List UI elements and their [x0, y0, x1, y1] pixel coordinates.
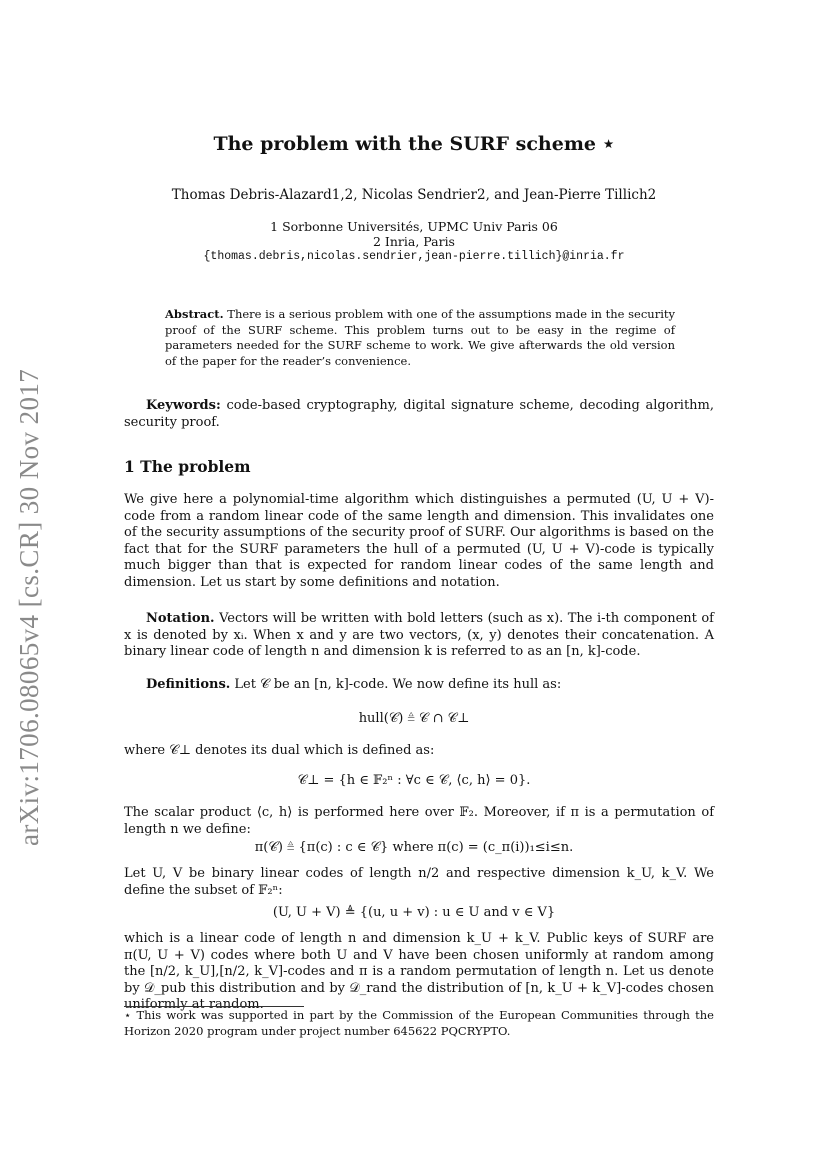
affiliation-1: 1 Sorbonne Universités, UPMC Univ Paris 06	[270, 219, 558, 234]
author-emails: {thomas.debris,nicolas.sendrier,jean-pierre.tillich}@inria.fr	[203, 250, 625, 263]
notation-paragraph	[124, 611, 714, 661]
dual-intro: where 𝒞⊥ denotes its dual which is defined as:	[124, 743, 435, 758]
arxiv-sidebar-stamp: arXiv:1706.08065v4 [cs.CR] 30 Nov 2017	[14, 368, 44, 846]
intro-paragraph: We give here a polynomial-time algorithm which distinguishes a permuted (U, U + V)-code from a random linear code of the same length and dimension. This invalidates one of the security assumptions of the security proof of SURF. Our algorithms is based on the fact that for the SURF parameters the hull of a permuted (U, U + V)-code is typically much bigger than that is expected for random linear codes of the same length and dimension. Let us start by some definitions and notation.	[124, 492, 714, 590]
definitions-label: Definitions.	[146, 677, 231, 692]
notation-text: Vectors will be written with bold letters (such as x). The i-th component of x is denoted by xᵢ. When x and y are two vectors, (x, y) denotes their concatenation. A binary linear code of length n and dimension k is referred to as an [n, k]-code.	[124, 611, 714, 660]
keywords-label: Keywords:	[146, 398, 221, 413]
author-list: Thomas Debris-Alazard1,2, Nicolas Sendrier2, and Jean-Pierre Tillich2	[171, 187, 657, 203]
abstract-label: Abstract.	[165, 307, 224, 321]
uv-equation: (U, U + V) ≜ {(u, u + v) : u ∈ U and v ∈ V}	[272, 905, 556, 920]
abstract-text: There is a serious problem with one of the assumptions made in the security proof of the SURF scheme. This problem turns out to be easy in the regime of parameters needed for the SURF scheme to work. We give afterwards the old version of the paper for the reader’s convenience.	[165, 307, 675, 368]
footnote-rule	[124, 1006, 304, 1007]
notation-label: Notation.	[146, 611, 215, 626]
hull-equation: hull(𝒞) ≜ 𝒞 ∩ 𝒞⊥	[358, 711, 470, 726]
definitions-text: Let 𝒞 be an [n, k]-code. We now define its hull as:	[230, 677, 562, 692]
section-heading: 1 The problem	[124, 457, 251, 476]
affiliation-2: 2 Inria, Paris	[373, 234, 455, 249]
scalar-product-paragraph: The scalar product ⟨c, h⟩ is performed here over 𝔽₂. Moreover, if π is a permutation of length n we define:	[124, 805, 714, 837]
footnote: ⋆ This work was supported in part by the Commission of the European Communities through the Horizon 2020 program under project number 645622 PQCRYPTO.	[124, 1008, 714, 1038]
public-key-paragraph: which is a linear code of length n and dimension k_U + k_V. Public keys of SURF are π(U, U + V) codes where both U and V have been chosen uniformly at random among the [n/2, k_U],[n/2, k_V]-codes and π is a random permutation of length n. Let us denote by 𝒟_pub this distribution and by 𝒟_rand the distribution of [n, k_U + k_V]-codes chosen uniformly at random.	[124, 931, 714, 1013]
permutation-equation: π(𝒞) ≜ {π(c) : c ∈ 𝒞} where π(c) = (c_π(i))₁≤i≤n.	[254, 840, 574, 855]
keywords	[124, 398, 714, 431]
definitions-paragraph	[124, 677, 714, 694]
paper-title: The problem with the SURF scheme ⋆	[213, 133, 615, 155]
dual-equation: 𝒞⊥ = {h ∈ 𝔽₂ⁿ : ∀c ∈ 𝒞, ⟨c, h⟩ = 0}.	[297, 773, 531, 788]
keywords-text: code-based cryptography, digital signature scheme, decoding algorithm, security proof.	[124, 398, 714, 430]
uv-paragraph: Let U, V be binary linear codes of length n/2 and respective dimension k_U, k_V. We define the subset of 𝔽₂ⁿ:	[124, 866, 714, 898]
abstract	[165, 307, 675, 369]
